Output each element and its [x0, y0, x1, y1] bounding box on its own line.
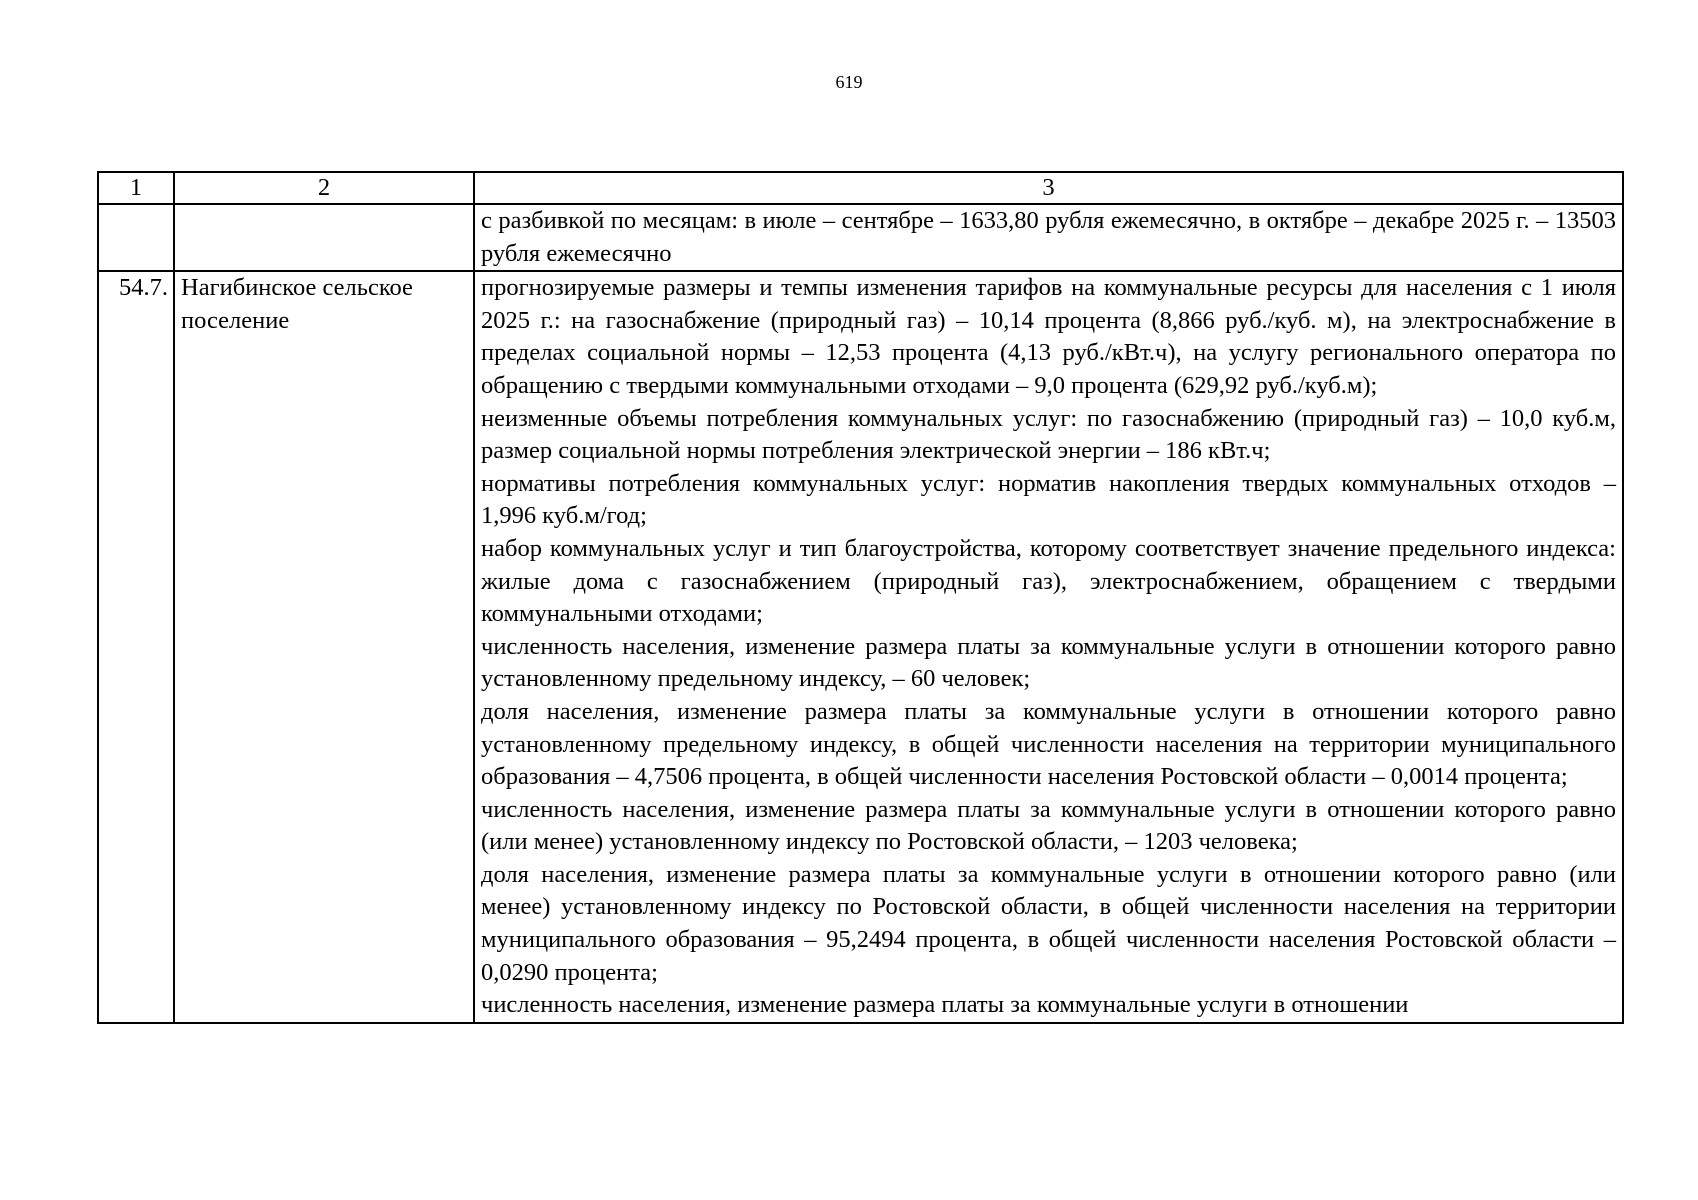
header-cell-2: 2	[174, 172, 474, 204]
paragraph-population-equal: численность населения, изменение размера платы за коммунальные услуги в отношении которого равно установленному предельному индексу, – 60 человек;	[481, 632, 1616, 693]
paragraph-services-set: набор коммунальных услуг и тип благоустройства, которому соответствует значение предельного индекса: жилые дома с газоснабжением (природный газ), электроснабжением, обращением с твердыми коммунальными отходами;	[481, 534, 1616, 628]
paragraph-population-continued: численность населения, изменение размера платы за коммунальные услуги в отношении	[481, 991, 1409, 1019]
paragraph-share-less: доля населения, изменение размера платы за коммунальные услуги в отношении которого равно (или менее) установленному индексу по Ростовской области, в общей численности населения на территории муниципального образования – 95,2494 процента, в общей численности населения Ростовской области – 0,0290 процента;	[481, 860, 1616, 986]
row-text-cell	[474, 271, 1623, 1023]
row-number-cell: 54.7.	[98, 271, 174, 1023]
header-cell-3: 3	[474, 172, 1623, 204]
paragraph-volumes: неизменные объемы потребления коммунальных услуг: по газоснабжению (природный газ) – 10,0 куб.м, размер социальной нормы потребления электрической энергии – 186 кВт.ч;	[481, 404, 1616, 465]
row-name-cell	[174, 204, 474, 271]
page-number: 619	[835, 72, 863, 92]
paragraph-tariffs: прогнозируемые размеры и темпы изменения тарифов на коммунальные ресурсы для населения с 1 июля 2025 г.: на газоснабжение (природный газ) – 10,14 процента (8,866 руб./куб. м), на электроснабжение в пределах социальной нормы – 12,53 процента (4,13 руб./кВт.ч), на услугу регионального оператора по обращению с твердыми коммунальными отходами – 9,0 процента (629,92 руб./куб.м);	[481, 274, 1616, 399]
paragraph-norms: нормативы потребления коммунальных услуг: норматив накопления твердых коммунальных отходов – 1,996 куб.м/год;	[481, 469, 1616, 530]
paragraph-population-less: численность населения, изменение размера платы за коммунальные услуги в отношении которого равно (или менее) установленному индексу по Ростовской области, – 1203 человека;	[481, 795, 1616, 856]
row-name-cell: Нагибинское сельское поселение	[174, 271, 474, 1023]
paragraph-share-equal: доля населения, изменение размера платы за коммунальные услуги в отношении которого равно установленному предельному индексу, в общей численности населения на территории муниципального образования – 4,7506 процента, в общей численности населения Ростовской области – 0,0014 процента;	[481, 697, 1616, 791]
row-number-cell	[98, 204, 174, 271]
header-cell-1: 1	[98, 172, 174, 204]
table-row-continuation	[98, 204, 1623, 271]
table-header-row	[98, 172, 1623, 204]
tariff-table	[97, 171, 1624, 1024]
table-row-54-7	[98, 271, 1623, 1023]
row-text-cell: с разбивкой по месяцам: в июле – сентябре – 1633,80 рубля ежемесячно, в октябре – декабре 2025 г. – 13503 рубля ежемесячно	[474, 204, 1623, 271]
